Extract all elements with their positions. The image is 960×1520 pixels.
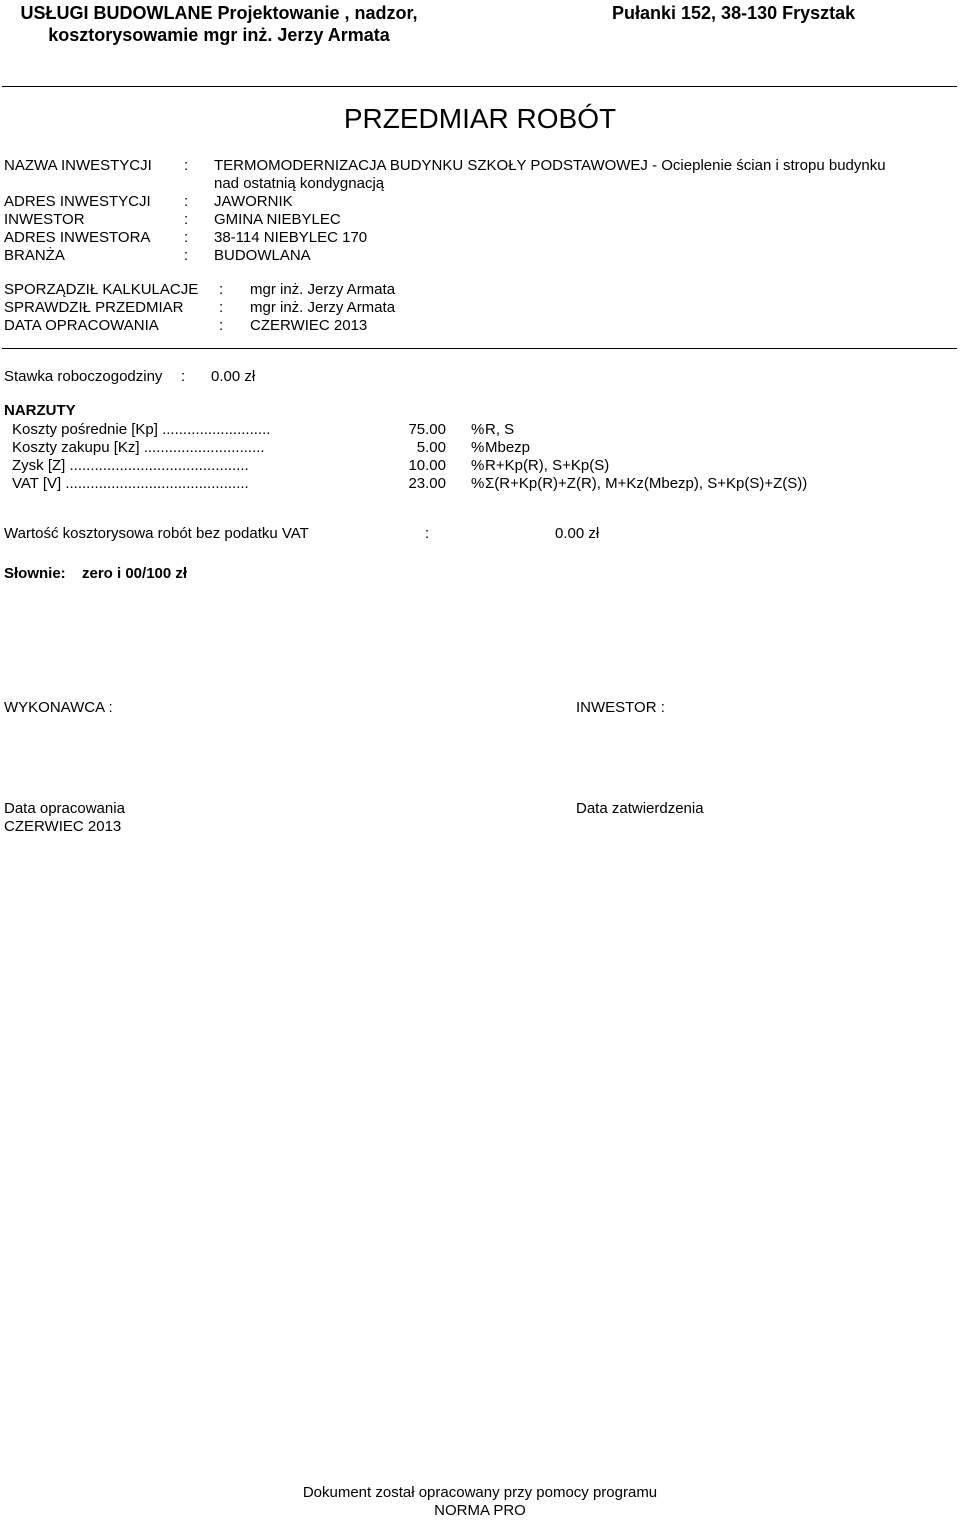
- surcharge-label: Zysk [Z] ...........................................: [12, 457, 249, 474]
- colon: :: [219, 299, 224, 316]
- surcharge-value: 5.00: [416, 439, 446, 456]
- colon: :: [184, 157, 189, 174]
- checked-by-value: mgr inż. Jerzy Armata: [250, 299, 396, 316]
- approval-date-label: Data zatwierdzenia: [576, 800, 704, 817]
- colon: :: [219, 281, 224, 298]
- prepared-by-label: SPORZĄDZIŁ KALKULACJE: [4, 281, 199, 298]
- footer-line2: NORMA PRO: [434, 1502, 526, 1519]
- total-label: Wartość kosztorysowa robót bez podatku VAT: [4, 525, 309, 542]
- contractor-signature-label: WYKONAWCA :: [4, 699, 113, 716]
- surcharge-basis: R, S: [485, 421, 515, 438]
- investor-address-value: 38-114 NIEBYLEC 170: [214, 229, 368, 246]
- surcharge-unit: %: [471, 421, 485, 438]
- surcharge-value: 23.00: [408, 475, 446, 492]
- surcharge-value: 10.00: [408, 457, 446, 474]
- surcharge-basis: Mbezp: [485, 439, 531, 456]
- prepared-by-value: mgr inż. Jerzy Armata: [250, 281, 396, 298]
- prepared-date-value: CZERWIEC 2013: [4, 818, 122, 835]
- colon: :: [181, 368, 186, 385]
- surcharges-heading: NARZUTY: [4, 402, 76, 419]
- surcharge-label: VAT [V] ............................................: [12, 475, 249, 492]
- branch-value: BUDOWLANA: [214, 247, 311, 264]
- colon: :: [184, 193, 189, 210]
- header-divider: [2, 86, 957, 87]
- surcharge-value: 75.00: [408, 421, 446, 438]
- colon: :: [184, 229, 189, 246]
- investment-address-label: ADRES INWESTYCJI: [4, 193, 151, 210]
- investor-signature-label: INWESTOR :: [576, 699, 665, 716]
- checked-by-label: SPRAWDZIŁ PRZEDMIAR: [4, 299, 184, 316]
- in-words-value: zero i 00/100 zł: [82, 565, 188, 582]
- investment-name-value-cont: nad ostatnią kondygnacją: [214, 175, 385, 192]
- surcharge-basis: Σ(R+Kp(R)+Z(R), M+Kz(Mbezp), S+Kp(S)+Z(S)): [485, 475, 808, 492]
- date-value: CZERWIEC 2013: [250, 317, 368, 334]
- total-value: 0.00 zł: [555, 525, 600, 542]
- rate-value: 0.00 zł: [211, 368, 256, 385]
- investor-address-label: ADRES INWESTORA: [4, 229, 151, 246]
- page-title: PRZEDMIAR ROBÓT: [343, 103, 617, 134]
- investment-name-label: NAZWA INWESTYCJI: [4, 157, 152, 174]
- company-header: USŁUGI BUDOWLANE Projektowanie , nadzor, kosztorysowamie mgr inż. Jerzy Armata: [20, 3, 418, 45]
- date-label: DATA OPRACOWANIA: [4, 317, 159, 334]
- footer-line1: Dokument został opracowany przy pomocy programu: [302, 1484, 658, 1501]
- surcharge-unit: %: [471, 439, 485, 456]
- colon: :: [219, 317, 224, 334]
- prepared-date-label: Data opracowania: [4, 800, 125, 817]
- surcharge-basis: R+Kp(R), S+Kp(S): [485, 457, 610, 474]
- surcharge-label: Koszty zakupu [Kz] .............................: [12, 439, 265, 456]
- surcharge-label: Koszty pośrednie [Kp] ..........................: [12, 421, 271, 438]
- colon: :: [425, 525, 430, 542]
- investor-label: INWESTOR: [4, 211, 85, 228]
- branch-label: BRANŻA: [4, 247, 65, 264]
- rate-label: Stawka roboczogodziny: [4, 368, 163, 385]
- colon: :: [184, 247, 189, 264]
- company-address: Pułanki 152, 38-130 Frysztak: [612, 3, 856, 23]
- colon: :: [184, 211, 189, 228]
- section-divider: [2, 348, 957, 349]
- in-words-label: Słownie:: [4, 565, 66, 582]
- surcharge-unit: %: [471, 475, 485, 492]
- investment-address-value: JAWORNIK: [214, 193, 293, 210]
- investor-value: GMINA NIEBYLEC: [214, 211, 341, 228]
- surcharge-unit: %: [471, 457, 485, 474]
- investment-name-value: TERMOMODERNIZACJA BUDYNKU SZKOŁY PODSTAWOWEJ - Ocieplenie ścian i stropu budynku: [214, 157, 886, 174]
